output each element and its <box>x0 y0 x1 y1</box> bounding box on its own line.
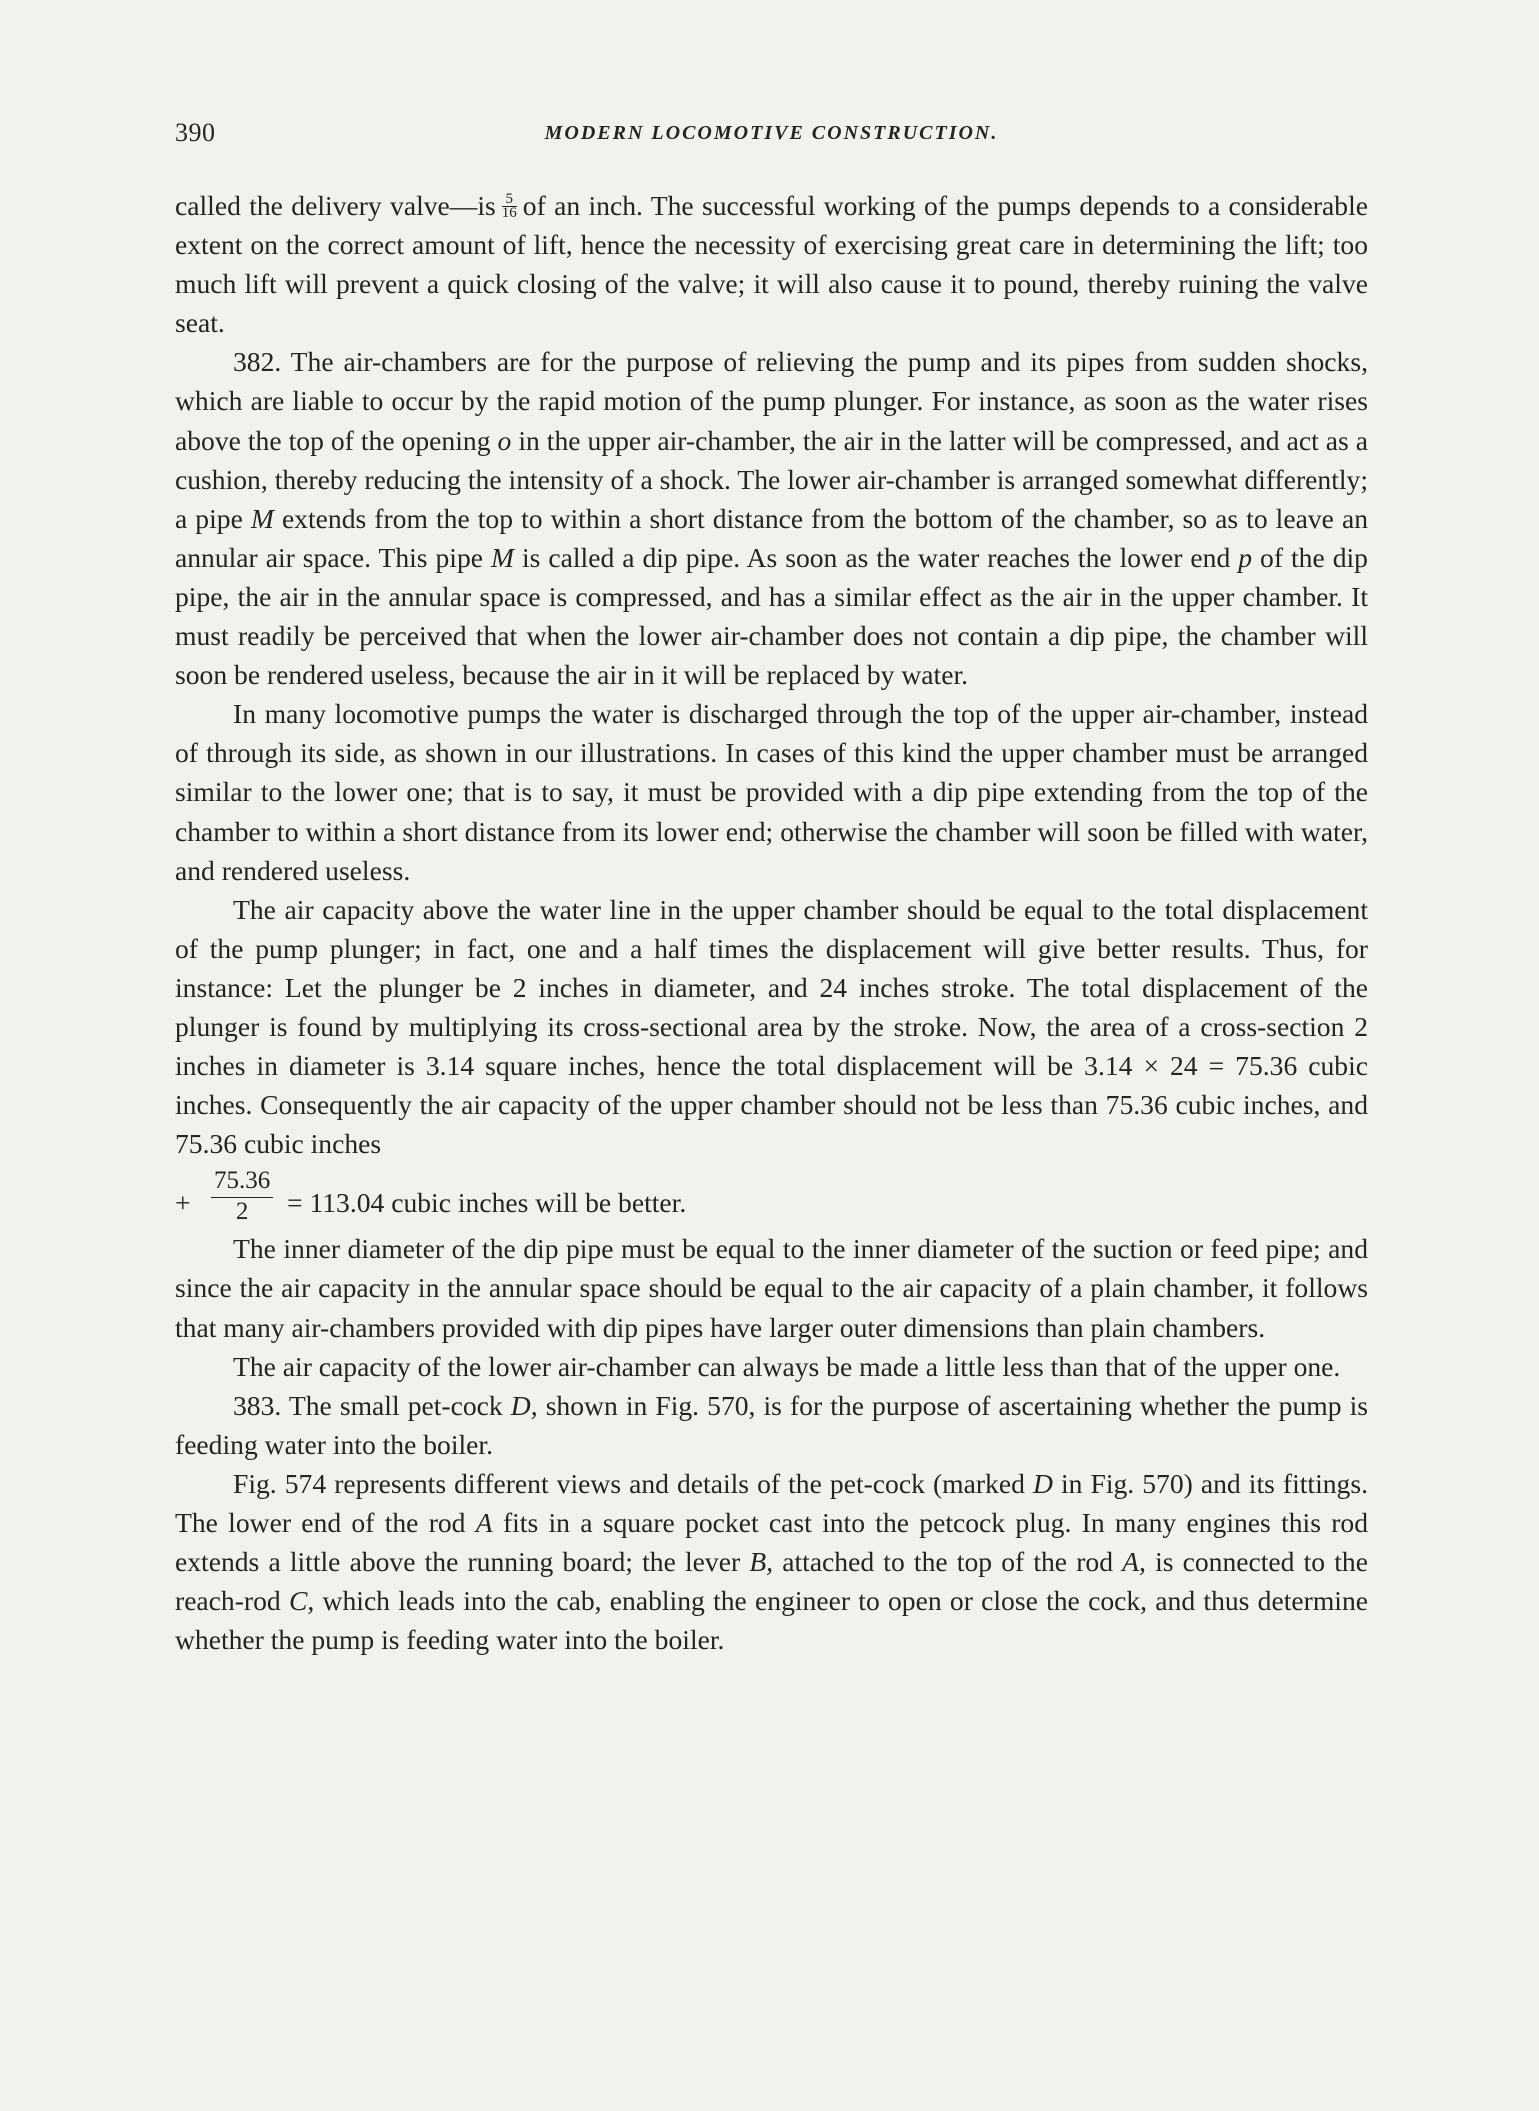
page-number: 390 <box>175 118 216 147</box>
capacity-formula <box>175 1167 1368 1229</box>
paragraph-383-pet-cock: 383. The small pet-cock D, shown in Fig. 570, is for the purpose of ascertaining whether the pump is feeding water into the boiler. <box>175 1389 1368 1460</box>
running-head <box>175 118 1368 158</box>
formula-plus: + <box>175 1187 191 1219</box>
fraction-five-sixteenths: $\frac{5}{16}$ <box>501 191 517 222</box>
paragraph-382-air-chambers: 382. The air-chambers are for the purpose of relieving the pump and its pipes from sudden shocks, which are liable to occur by the rapid motion of the pump plunger. For instance, as soon as the water rises above the top of the opening o in the upper air-chamber, the air in the latter will be compressed, and act as a cushion, thereby reducing the intensity of a shock. The lower air-chamber is arranged somewhat differently; a pipe M extends from the top to within a short distance from the bottom of the chamber, so as to leave an annular air space. This pipe M is called a dip pipe. As soon as the water reaches the lower end p of the dip pipe, the air in the annular space is compressed, and has a similar effect as the air in the upper chamber. It must readily be perceived that when the lower air-chamber does not contain a dip pipe, the chamber will soon be rendered useless, because the air in it will be replaced by water. <box>175 346 1368 691</box>
formula-numerator: 75.36 <box>211 1167 273 1198</box>
paragraph-discharge-top: In many locomotive pumps the water is discharged through the top of the upper air-chamber, instead of through its side, as shown in our illustrations. In cases of this kind the upper chamber must be arranged similar to the lower one; that is to say, it must be provided with a dip pipe extending from the top of the chamber to within a short distance from its lower end; otherwise the chamber will soon be filled with water, and rendered useless. <box>175 698 1368 886</box>
formula-fraction <box>211 1167 273 1226</box>
paragraph-delivery-valve: called the delivery valve—is $\frac{5}{16}$ of an inch. The successful working of the pumps depends to a considerable extent on the correct amount of lift, hence the necessity of exercising great care in determining the lift; too much lift will prevent a quick closing of the valve; it will also cause it to pound, thereby ruining the valve seat. <box>175 190 1368 339</box>
paragraph-lower-chamber: The air capacity of the lower air-chamber can always be made a little less than that of the upper one. <box>233 1350 1341 1382</box>
paragraph-air-capacity: The air capacity above the water line in the upper chamber should be equal to the total displacement of the pump plunger; in fact, one and a half times the displacement will give better results. Thus, for instance: Let the plunger be 2 inches in diameter, and 24 inches stroke. The total displacement of the plunger is found by multiplying its cross-sectional area by the stroke. Now, the area of a cross-section 2 inches in diameter is 3.14 square inches, hence the total displacement will be 3.14 × 24 = 75.36 cubic inches. Consequently the air capacity of the upper chamber should not be less than 75.36 cubic inches, and 75.36 cubic inches <box>175 893 1368 1160</box>
body-text <box>175 186 1368 1659</box>
book-page <box>175 118 1368 1659</box>
paragraph-fig-574: Fig. 574 represents different views and details of the pet-cock (marked D in Fig. 570) and its fittings. The lower end of the rod A fits in a square pocket cast into the petcock plug. In many engines this rod extends a little above the running board; the lever B, attached to the top of the rod A, is connected to the reach-rod C, which leads into the cab, enabling the engineer to open or close the cock, and thus determine whether the pump is feeding water into the boiler. <box>175 1467 1369 1656</box>
formula-result: = 113.04 cubic inches will be better. <box>287 1187 687 1219</box>
paragraph-dip-pipe-diameter: The inner diameter of the dip pipe must be equal to the inner diameter of the suction or feed pipe; and since the air capacity in the annular space should be equal to the air capacity of a plain chamber, it follows that many air-chambers provided with dip pipes have larger outer dimensions than plain chambers. <box>175 1233 1368 1343</box>
formula-denominator: 2 <box>235 1198 249 1226</box>
running-title: MODERN LOCOMOTIVE CONSTRUCTION. <box>544 122 999 144</box>
